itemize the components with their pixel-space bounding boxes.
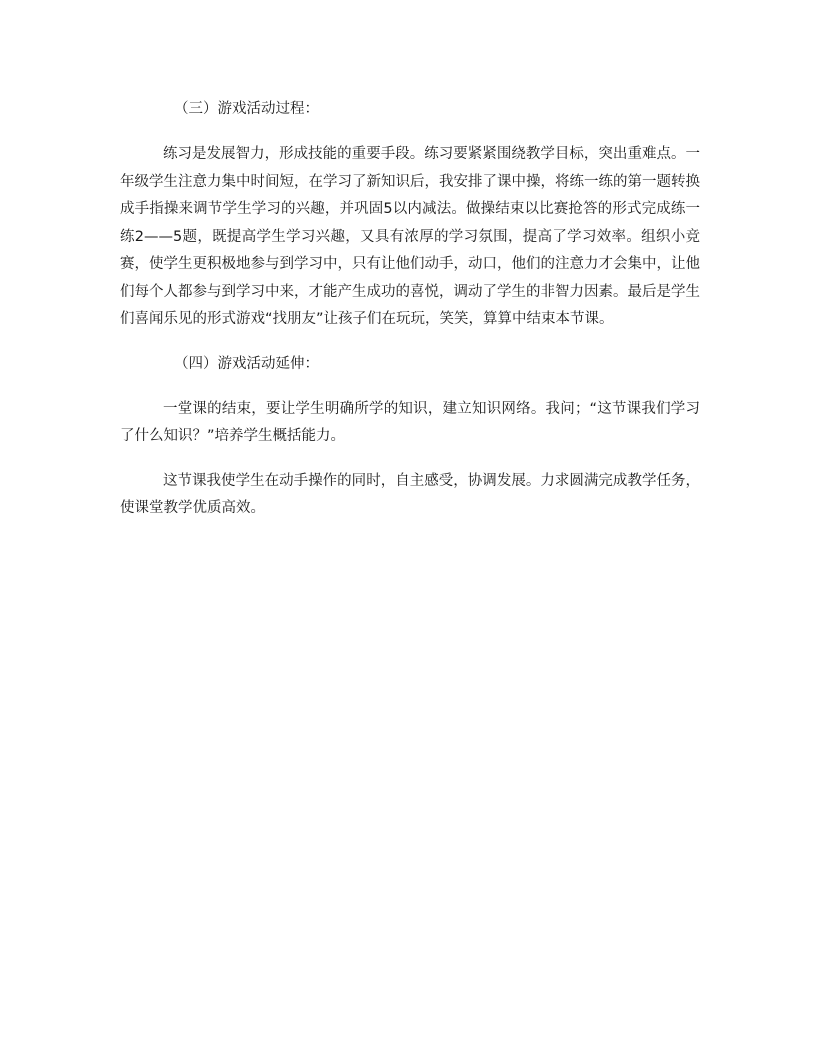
paragraph-practice: 练习是发展智力，形成技能的重要手段。练习要紧紧围绕教学目标，突出重难点。一年级学生注意力集中时间短，在学习了新知识后，我安排了课中操，将练一练的第一题转换成手指操来调节学生学习的兴趣，并巩固5以内减法。做操结束以比赛抢答的形式完成练一练2——5题，既提高学生学习兴趣，又具有浓厚的学习氛围，提高了学习效率。组织小竞赛，使学生更积极地参与到学习中，只有让他们动手，动口，他们的注意力才会集中，让他们每个人都参与到学习中来，才能产生成功的喜悦，调动了学生的非智力因素。最后是学生们喜闻乐见的形式游戏“找朋友”让孩子们在玩玩，笑笑，算算中结束本节课。 — [120, 146, 700, 327]
paragraph-summary: 一堂课的结束，要让学生明确所学的知识，建立知识网络。我问；“这节课我们学习了什么知识？”培养学生概括能力。 — [120, 400, 700, 444]
section-heading-activity-extension: （四）游戏活动延伸： — [174, 355, 319, 372]
section-heading-activity-process: （三）游戏活动过程： — [174, 101, 319, 117]
document-body — [120, 96, 700, 523]
paragraph-conclusion: 这节课我使学生在动手操作的同时，自主感受，协调发展。力求圆满完成教学任务，使课堂教学优质高效。 — [120, 472, 700, 516]
